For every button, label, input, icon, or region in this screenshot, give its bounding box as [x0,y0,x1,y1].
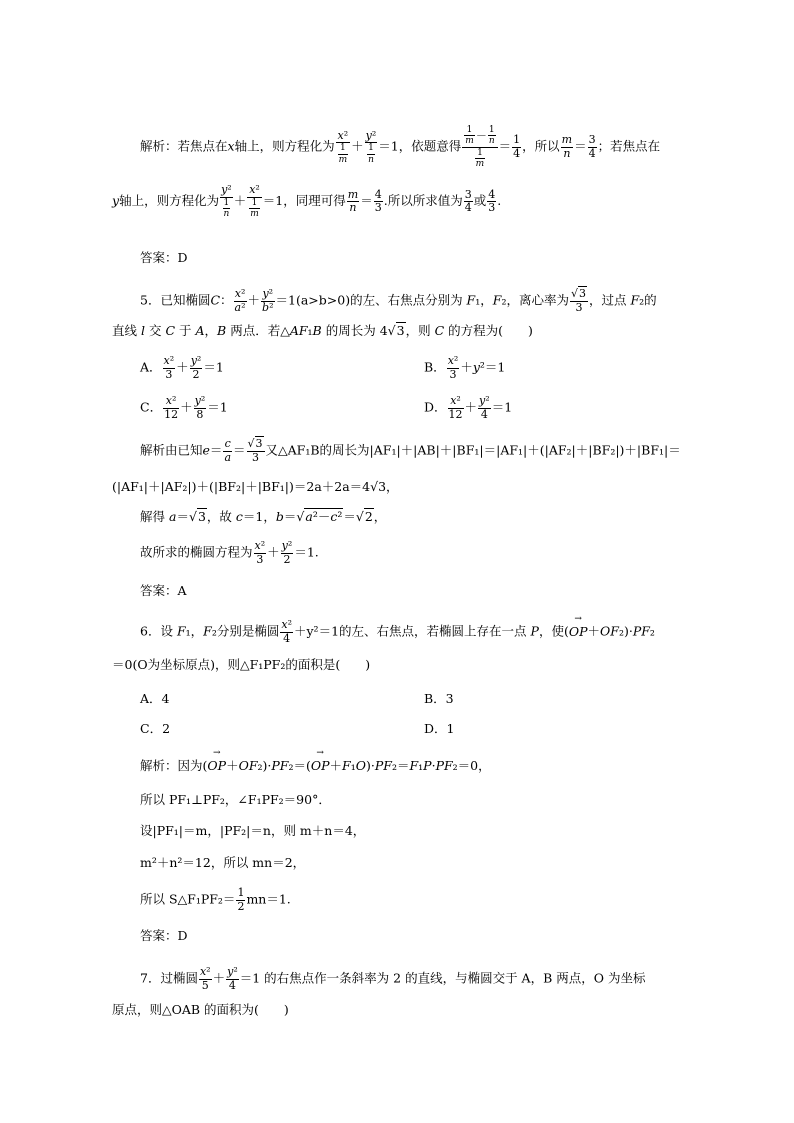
question-6-line-1: 6．设 F₁，F₂分别是椭圆 $\frac{\text{x²}}{4}$ ＋y²＝1的左、右焦点，若椭圆上存在一点 P，使(→ OP＋OF₂)·PF₂ [140,619,655,645]
option-6-a[interactable]: A．4 [140,691,170,706]
option-6-c[interactable]: C．2 [140,721,171,736]
answer-5: 答案：A [140,583,187,598]
solution-6-line-3: 设|PF₁|＝m，|PF₂|＝n，则 m＋n＝4， [140,823,366,838]
option-5-b[interactable]: B． $\frac{\text{x²}}{3}$ ＋y²＝1 [424,354,506,381]
solution-4-line-2: y轴上，则方程化为 $\frac{\text{y²}}{\frac{1}{n}}$ ＋ $\frac{\text{x²}}{\frac{1}{m}}$ ＝1，同理可得 $\frac{m}{n}$ ＝ $\frac{4}{3}$ .所以所求值为 $\frac{3}{4}$ 或 $\frac{4}{3}$ . [112,183,502,219]
option-5-d[interactable]: D． $\frac{\text{x²}}{12}$ ＋ $\frac{\text{y²}}{4}$ ＝1 [424,394,513,421]
solution-4-line-1: 解析：若焦点在x轴上，则方程化为 $\frac{\text{x²}}{\frac{1}{m}}$ ＋ $\frac{\text{y²}}{\frac{1}{n}}$ ＝1，依题意得 $\frac{1}{m}$ － $\frac{1}{n}$ $\frac{1}{m}$ ＝ $\frac{1}{4}$ ，所以 $\frac{m}{n}$ ＝ $\frac{3}{4}$ ；若焦点在 [140,125,661,170]
solution-6-line-4: m²＋n²＝12，所以 mn＝2， [140,855,306,870]
solution-6-line-2: 所以 PF₁⊥PF₂，∠F₁PF₂＝90°． [140,792,331,807]
question-5-line-2: 直线 l 交 C 于 A，B 两点．若△AF₁B 的周长为 4√3，则 C 的方程为( ) [112,323,533,338]
question-7-line-2: 原点，则△OAB 的面积为( ) [112,1002,289,1017]
answer-4: 答案：D [140,250,188,265]
solution-6-line-1: 解析：因为(→ OP＋OF₂)·PF₂＝(→ OP＋F₁O)·PF₂＝F₁P·PF₂＝0， [140,758,491,773]
solution-5-line-1: 解析由已知e＝ $\frac{c}{a}$ ＝ $\frac{√3}{3}$ 又△AF₁B的周长为|AF₁|＋|AB|＋|BF₁|＝|AF₁|＋(|AF₂|＋|BF₂|)＋|BF₁|＝ [140,437,681,464]
option-6-b[interactable]: B．3 [424,691,454,706]
option-5-c[interactable]: C． $\frac{\text{x²}}{12}$ ＋ $\frac{\text{y²}}{8}$ ＝1 [140,394,228,421]
answer-6: 答案：D [140,928,188,943]
solution-5-line-2: (|AF₁|＋|AF₂|)＋(|BF₂|＋|BF₁|)＝2a＋2a＝4√3， [112,479,399,494]
option-5-a[interactable]: A． $\frac{\text{x²}}{3}$ ＋ $\frac{\text{y²}}{2}$ ＝1 [140,354,224,381]
question-5-line-1: 5．已知椭圆C： $\frac{\text{x²}}{\text{a²}}$ ＋ $\frac{\text{y²}}{\text{b²}}$ ＝1(a>b>0)的左、右焦点分别为 F₁，F₂，离心率为 $\frac{√3}{3}$ ，过点 F₂的 [140,287,657,314]
option-6-d[interactable]: D．1 [424,721,455,736]
question-7-line-1: 7．过椭圆 $\frac{\text{x²}}{5}$ ＋ $\frac{\text{y²}}{4}$ ＝1 的右焦点作一条斜率为 2 的直线，与椭圆交于 A，B 两点，O 为坐标 [140,965,646,992]
solution-6-line-5: 所以 S△F₁PF₂＝ $\frac{1}{2}$ mn＝1. [140,886,291,913]
solution-5-line-4: 故所求的椭圆方程为 $\frac{\text{x²}}{3}$ ＋ $\frac{\text{y²}}{2}$ ＝1. [140,539,319,566]
solution-5-line-3: 解得 a＝√3，故 c＝1，b＝√a²－c²＝√2， [140,509,387,524]
question-6-line-2: ＝0(O为坐标原点)，则△F₁PF₂的面积是( ) [112,657,371,672]
